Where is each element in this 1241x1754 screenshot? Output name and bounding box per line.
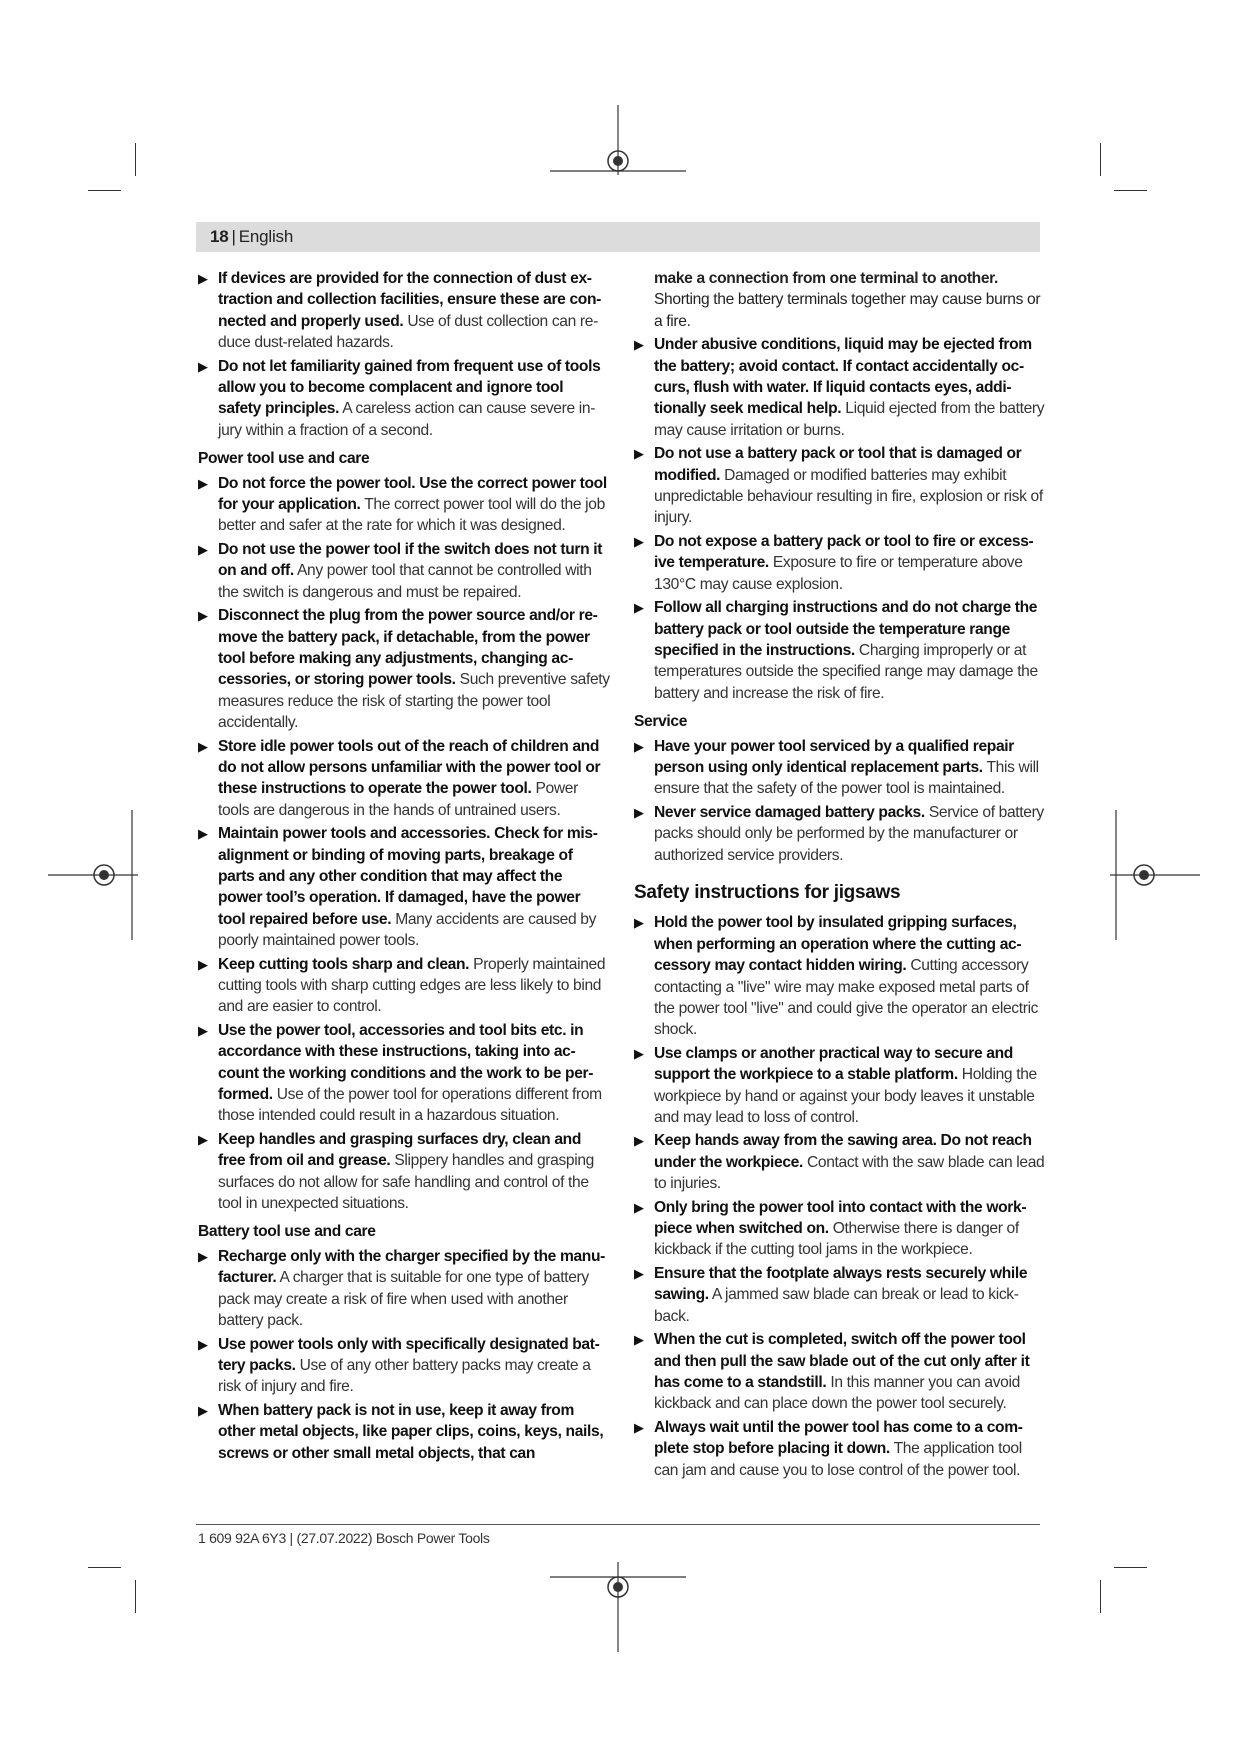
- list-item: [198, 356, 610, 442]
- registration-mark-top: [550, 105, 686, 195]
- item-bold-text: Only bring the power tool into contact with the workpiece when switched on.: [654, 1198, 1027, 1238]
- item-body-text: Damaged or modified batteries may exhibit unpredictable behaviour resulting in fire, explosion or risk of injury.: [654, 466, 1043, 527]
- subsection-heading: Battery tool use and care: [198, 1223, 376, 1241]
- item-bold-text: Under abusive conditions, liquid may be ejected from the battery; avoid contact. If contact accidentally occurs, flush with water. If liquid contacts eyes, additionally seek medical help.: [654, 336, 1032, 418]
- list-item: [198, 1246, 610, 1332]
- crop-mark: [1114, 1567, 1147, 1568]
- registration-mark-right: [1110, 810, 1200, 940]
- item-bold-text: Do not use a battery pack or tool that is damaged or modified.: [654, 445, 1022, 484]
- list-item: [198, 1334, 610, 1398]
- bullet-triangle-icon: ▶: [198, 1022, 208, 1038]
- item-body-text: Charging improperly or at temperatures outside the specified range may damage the battery and increase the risk of fire.: [654, 641, 1038, 702]
- footer-divider: [196, 1524, 1040, 1525]
- list-item: [634, 597, 1046, 704]
- list-item: [634, 736, 1046, 800]
- item-body-text: Use of the power tool for operations different from those intended could result in a hazardous situation.: [218, 1086, 602, 1125]
- bullet-triangle-icon: ▶: [634, 446, 644, 462]
- list-item: [634, 1197, 1046, 1261]
- item-body-text: Slippery handles and grasping surfaces do not allow for safe handling and control of the tool in unexpected situations.: [218, 1152, 595, 1213]
- item-body-text: This will ensure that the safety of the power tool is maintained.: [654, 758, 1039, 798]
- crop-mark: [88, 1567, 121, 1568]
- item-bold-text: Use clamps or another practical way to secure and support the workpiece to a stable platform.: [654, 1044, 1013, 1084]
- item-body-text: Contact with the saw blade can lead to injuries.: [654, 1153, 1045, 1193]
- crop-mark: [135, 1580, 136, 1613]
- bullet-triangle-icon: ▶: [634, 1199, 644, 1215]
- item-bold-text: Have your power tool serviced by a qualified repair person using only identical replacement parts.: [654, 737, 1014, 776]
- item-body-text: Exposure to fire or temperature above 130°C may cause explosion.: [654, 554, 1023, 593]
- item-bold-text: Do not let familiarity gained from frequent use of tools allow you to become complacent and ignore tool safety principles.: [218, 357, 601, 418]
- list-item: [198, 954, 610, 1018]
- bullet-triangle-icon: ▶: [634, 1265, 644, 1281]
- item-bold-text: Hold the power tool by insulated gripping surfaces, when performing an operation where the cutting accessory may contact hidden wiring.: [654, 914, 1022, 975]
- item-body-text: Holding the workpiece by hand or against your body leaves it unstable and may lead to loss of control.: [654, 1066, 1037, 1127]
- item-body-text: Cutting accessory contacting a "live" wire may make exposed metal parts of the power tool "live" and could give the operator an electric shock.: [654, 957, 1039, 1039]
- item-bold-text: Follow all charging instructions and do not charge the battery pack or tool outside the temperature range specified in the instructions.: [654, 599, 1038, 659]
- item-body-text: A charger that is suitable for one type of battery pack may create a risk of fire when used with another battery pack.: [218, 1269, 589, 1330]
- item-bold-text: Keep handles and grasping surfaces dry, clean and free from oil and grease.: [218, 1130, 581, 1170]
- header-separator: |: [231, 227, 236, 246]
- list-item: [634, 531, 1046, 595]
- bullet-triangle-icon: ▶: [634, 337, 644, 353]
- item-body-text: Shorting the battery terminals together may cause burns or a fire.: [654, 291, 1041, 330]
- bullet-triangle-icon: ▶: [198, 271, 208, 286]
- bullet-triangle-icon: ▶: [634, 533, 644, 549]
- crop-mark: [1100, 143, 1101, 176]
- item-bold-text: Keep hands away from the sawing area. Do not reach under the workpiece.: [654, 1132, 1032, 1171]
- list-item: [198, 539, 610, 603]
- list-item-continuation: [634, 268, 1046, 332]
- header-language: English: [238, 227, 294, 246]
- item-bold-text: Use power tools only with specifically designated battery packs.: [218, 1335, 600, 1374]
- bullet-triangle-icon: ▶: [634, 1045, 644, 1061]
- list-item: [198, 823, 610, 951]
- right-column: [634, 268, 1046, 1483]
- bullet-triangle-icon: ▶: [198, 608, 208, 624]
- item-body-text: The correct power tool will do the job better and safer at the rate for which it was designed.: [218, 496, 605, 535]
- item-body-text: Any power tool that cannot be controlled with the switch is dangerous and must be repaired.: [218, 562, 592, 601]
- crop-mark: [135, 143, 136, 176]
- item-body-text: Use of dust collection can reduce dust-related hazards.: [218, 312, 599, 352]
- item-body-text: Service of battery packs should only be performed by the manufacturer or authorized service providers.: [654, 803, 1044, 864]
- list-item: [634, 1263, 1046, 1327]
- bullet-triangle-icon: ▶: [198, 1402, 208, 1418]
- list-item: [634, 1329, 1046, 1415]
- item-bold-text: Recharge only with the charger specified by the manufacturer.: [218, 1247, 606, 1287]
- item-bold-text: When the cut is completed, switch off the power tool and then pull the saw blade out of the cut only after it has come to a standstill.: [654, 1331, 1030, 1391]
- registration-mark-bottom: [550, 1562, 686, 1652]
- item-bold-text: make a connection from one terminal to another.: [654, 270, 999, 287]
- left-column: [198, 268, 610, 1466]
- list-item: [634, 1417, 1046, 1481]
- list-item: [634, 1130, 1046, 1194]
- bullet-triangle-icon: ▶: [198, 956, 208, 972]
- list-item: [198, 1129, 610, 1215]
- item-bold-text: Never service damaged battery packs.: [654, 803, 925, 821]
- subsection-heading: Service: [634, 713, 688, 731]
- item-body-text: Liquid ejected from the battery may cause irritation or burns.: [654, 400, 1045, 439]
- page-header: [196, 222, 1040, 252]
- list-item: [198, 605, 610, 733]
- bullet-triangle-icon: ▶: [198, 475, 208, 491]
- bullet-triangle-icon: ▶: [634, 804, 644, 820]
- item-bold-text: Always wait until the power tool has come to a complete stop before placing it down.: [654, 1418, 1023, 1458]
- list-item: [198, 268, 610, 354]
- item-bold-text: Do not use the power tool if the switch does not turn it on and off.: [218, 540, 603, 580]
- item-body-text: In this manner you can avoid kickback and can place down the power tool securely.: [654, 1373, 1020, 1413]
- bullet-triangle-icon: ▶: [634, 1419, 644, 1435]
- bullet-triangle-icon: ▶: [198, 1248, 208, 1264]
- item-body-text: Use of any other battery packs may create a risk of injury and fire.: [218, 1356, 591, 1396]
- bullet-triangle-icon: ▶: [198, 826, 208, 842]
- bullet-triangle-icon: ▶: [198, 358, 208, 374]
- item-bold-text: Use the power tool, accessories and tool bits etc. in accordance with these instructions, taking into account the working conditions and the work to be performed.: [218, 1021, 594, 1104]
- crop-mark: [88, 190, 121, 191]
- list-item: [198, 1400, 610, 1464]
- item-body-text: A jammed saw blade can break or lead to kickback.: [654, 1286, 1019, 1325]
- bullet-triangle-icon: ▶: [634, 1332, 644, 1348]
- item-body-text: Power tools are dangerous in the hands of untrained users.: [218, 780, 578, 819]
- list-item: [634, 334, 1046, 441]
- list-item: [634, 1043, 1046, 1129]
- bullet-triangle-icon: ▶: [634, 915, 644, 931]
- bullet-triangle-icon: ▶: [198, 738, 208, 754]
- list-item: [634, 443, 1046, 529]
- subsection-heading: Power tool use and care: [198, 450, 370, 468]
- item-bold-text: Disconnect the plug from the power source and/or remove the battery pack, if detachable, from the power tool before making any adjustments, changing accessories, or storing power tools.: [218, 607, 598, 689]
- page-footer: 1 609 92A 6Y3 | (27.07.2022) Bosch Power Tools: [198, 1530, 490, 1546]
- bullet-triangle-icon: ▶: [634, 600, 644, 616]
- item-body-text: Such preventive safety measures reduce the risk of starting the power tool accidentally.: [218, 671, 610, 732]
- item-bold-text: If devices are provided for the connection of dust extraction and collection facilities, ensure these are connected and properly used.: [218, 270, 602, 330]
- list-item: [634, 802, 1046, 866]
- item-body-text: The application tool can jam and cause you to lose control of the power tool.: [654, 1440, 1022, 1479]
- bullet-triangle-icon: ▶: [198, 541, 208, 557]
- registration-mark-left: [48, 810, 138, 940]
- item-body-text: Properly maintained cutting tools with sharp cutting edges are less likely to bind and are easier to control.: [218, 955, 606, 1016]
- list-item: [198, 473, 610, 537]
- item-bold-text: Do not expose a battery pack or tool to fire or excessive temperature.: [654, 532, 1034, 572]
- item-body-text: A careless action can cause severe injury within a fraction of a second.: [218, 400, 596, 439]
- section-heading: Safety instructions for jigsaws: [634, 881, 901, 903]
- item-bold-text: Maintain power tools and accessories. Check for misalignment or binding of moving parts, breakage of parts and any other condition that may affect the power tool’s operation. If damaged, have the power tool repaired before use.: [218, 825, 598, 928]
- list-item: [198, 736, 610, 822]
- crop-mark: [1114, 190, 1147, 191]
- list-item: [198, 1020, 610, 1127]
- page-number: 18: [210, 227, 229, 246]
- bullet-triangle-icon: ▶: [198, 1131, 208, 1147]
- bullet-triangle-icon: ▶: [634, 738, 644, 754]
- item-bold-text: Ensure that the footplate always rests securely while sawing.: [654, 1264, 1028, 1304]
- item-bold-text: Keep cutting tools sharp and clean.: [218, 955, 470, 973]
- bullet-triangle-icon: ▶: [198, 1336, 208, 1352]
- item-bold-text: Do not force the power tool. Use the correct power tool for your application.: [218, 474, 607, 514]
- item-bold-text: Store idle power tools out of the reach of children and do not allow persons unfamiliar with the power tool or these instructions to operate the power tool.: [218, 737, 601, 798]
- bullet-triangle-icon: ▶: [634, 1133, 644, 1149]
- crop-mark: [1100, 1580, 1101, 1613]
- item-body-text: Many accidents are caused by poorly maintained power tools.: [218, 910, 597, 950]
- list-item: [634, 912, 1046, 1040]
- item-body-text: Otherwise there is danger of kickback if the cutting tool jams in the workpiece.: [654, 1220, 1019, 1259]
- item-bold-text: When battery pack is not in use, keep it away from other metal objects, like paper clips, coins, keys, nails, screws or other small metal objects, that can: [218, 1401, 604, 1462]
